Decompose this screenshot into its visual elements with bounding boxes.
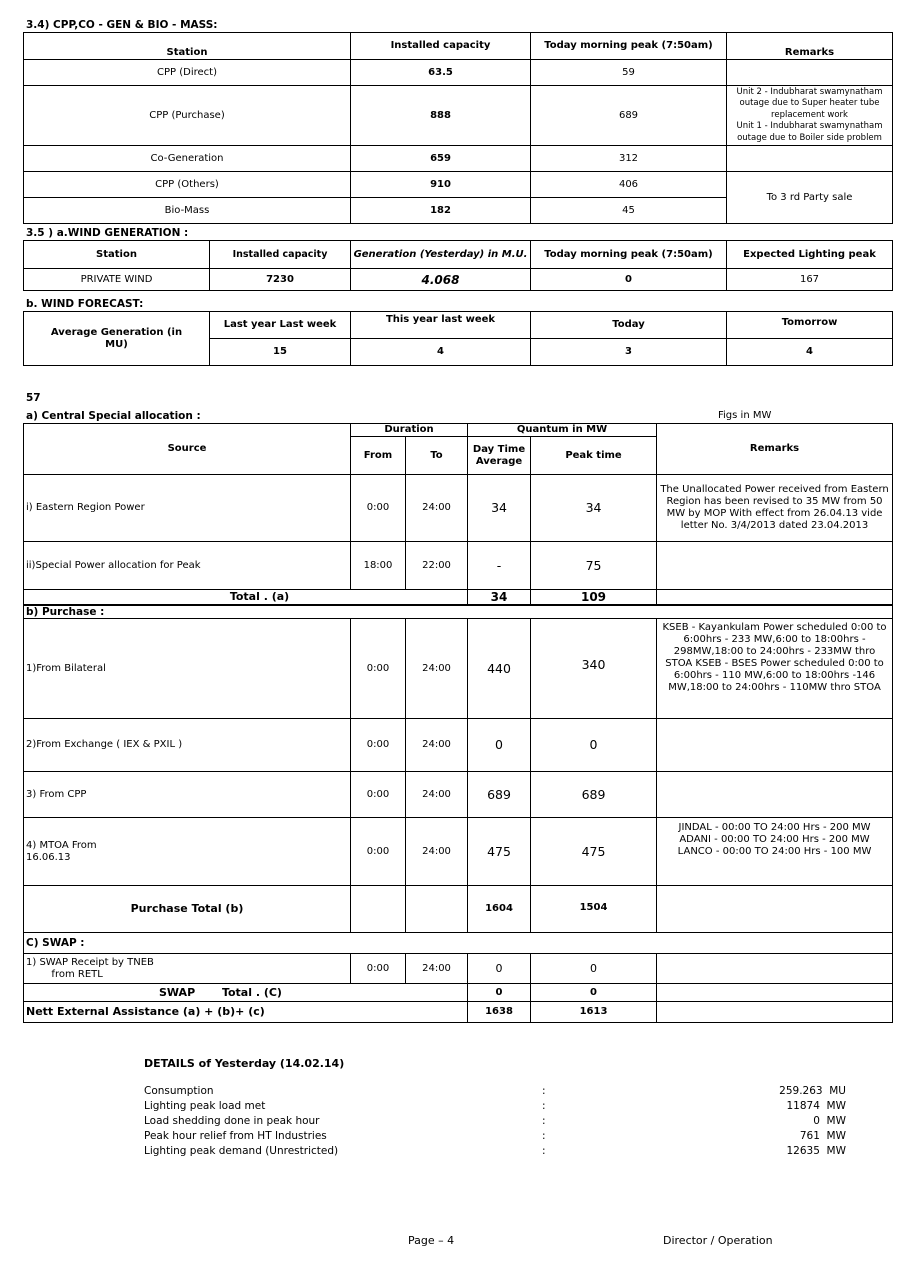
nett-label: Nett External Assistance (a) + (b)+ (c) <box>24 1002 468 1023</box>
allocation-table <box>23 423 893 1023</box>
purchase-section-title: b) Purchase : <box>24 605 893 619</box>
forecast-section-title: b. WIND FORECAST: <box>26 298 144 310</box>
peak-cell: 0 <box>531 719 657 772</box>
source-cell: 1) SWAP Receipt by TNEB from RETL <box>24 954 351 984</box>
to-cell: 24:00 <box>406 619 468 719</box>
peak-cell: 689 <box>531 86 727 146</box>
header-station: Station <box>24 241 210 269</box>
source-cell: 3) From CPP <box>24 772 351 818</box>
list-item <box>144 1100 854 1115</box>
station-cell: CPP (Purchase) <box>24 86 351 146</box>
peak-cell: 689 <box>531 772 657 818</box>
header-station: Station <box>24 33 351 60</box>
remarks-cell: JINDAL - 00:00 TO 24:00 Hrs - 200 MW ADANI - 00:00 TO 24:00 Hrs - 200 MW LANCO - 00:00 TO 24:00 Hrs - 100 MW <box>657 818 893 886</box>
station-cell: CPP (Others) <box>24 172 351 198</box>
header-expected-lighting-peak: Expected Lighting peak <box>727 241 893 269</box>
details-title: DETAILS of Yesterday (14.02.14) <box>144 1057 345 1070</box>
total-peak: 109 <box>531 590 657 605</box>
nett-row <box>24 1002 893 1023</box>
station-cell: PRIVATE WIND <box>24 269 210 291</box>
source-cell: 1)From Bilateral <box>24 619 351 719</box>
header-to: To <box>406 437 468 475</box>
to-cell: 24:00 <box>406 954 468 984</box>
table-row <box>24 172 893 198</box>
source-cell: ii)Special Power allocation for Peak <box>24 542 351 590</box>
list-item <box>144 1085 854 1100</box>
central-section-title: a) Central Special allocation : <box>26 410 201 422</box>
header-morning-peak: Today morning peak (7:50am) <box>531 33 727 60</box>
from-cell: 0:00 <box>351 619 406 719</box>
peak-cell: 59 <box>531 60 727 86</box>
details-block <box>144 1057 854 1160</box>
to-cell: 24:00 <box>406 475 468 542</box>
remarks-cell: KSEB - Kayankulam Power scheduled 0:00 to 6:00hrs - 233 MW,6:00 to 18:00hrs - 298MW,18:00 to 24:00hrs - 233MW thro STOA KSEB - BSES Power scheduled 0:00 to 6:00hrs - 110 MW,6:00 to 18:00hrs -146 MW,18:00 to 24:00hrs - 110MW thro STOA <box>657 619 893 719</box>
remarks-cell <box>727 60 893 86</box>
detail-label: Lighting peak load met <box>144 1100 266 1112</box>
peak-cell: 475 <box>531 818 657 886</box>
peak-cell: 45 <box>531 198 727 224</box>
table-row <box>24 772 893 818</box>
peak-cell: 340 <box>531 619 657 719</box>
header-tomorrow: Tomorrow <box>727 312 893 339</box>
from-cell: 0:00 <box>351 475 406 542</box>
value-cell: 15 <box>210 339 351 366</box>
avg-cell: 0 <box>468 954 531 984</box>
detail-value: 0 MW <box>813 1115 846 1127</box>
detail-label: Lighting peak demand (Unrestricted) <box>144 1145 339 1157</box>
value-cell: 3 <box>531 339 727 366</box>
capacity-cell: 659 <box>351 146 531 172</box>
header-from: From <box>351 437 406 475</box>
avg-cell: 34 <box>468 475 531 542</box>
peak-cell: 0 <box>531 269 727 291</box>
peak-cell: 34 <box>531 475 657 542</box>
capacity-cell: 182 <box>351 198 531 224</box>
section-number: 57 <box>26 392 41 404</box>
remarks-cell <box>657 542 893 590</box>
capacity-cell: 888 <box>351 86 531 146</box>
to-cell: 24:00 <box>406 818 468 886</box>
detail-colon: : <box>542 1085 546 1097</box>
remarks-cell <box>657 772 893 818</box>
capacity-cell: 910 <box>351 172 531 198</box>
peak-cell: 312 <box>531 146 727 172</box>
header-quantum: Quantum in MW <box>468 424 657 437</box>
avg-cell: 475 <box>468 818 531 886</box>
remarks-cell: To 3 rd Party sale <box>727 172 893 224</box>
source-cell: i) Eastern Region Power <box>24 475 351 542</box>
purchase-total-avg: 1604 <box>468 886 531 933</box>
cpp-section-title: 3.4) CPP,CO - GEN & BIO - MASS: <box>26 19 218 31</box>
header-remarks: Remarks <box>727 33 893 60</box>
wind-table <box>23 240 893 291</box>
from-cell: 0:00 <box>351 954 406 984</box>
header-last-year: Last year Last week <box>210 312 351 339</box>
header-today: Today <box>531 312 727 339</box>
figs-note: Figs in MW <box>718 410 772 421</box>
nett-peak: 1613 <box>531 1002 657 1023</box>
detail-colon: : <box>542 1115 546 1127</box>
total-row <box>24 590 893 605</box>
total-label: Total . (a) <box>24 590 468 605</box>
list-item <box>144 1145 854 1160</box>
detail-value: 12635 MW <box>786 1145 846 1157</box>
from-cell: 0:00 <box>351 772 406 818</box>
station-cell: Co-Generation <box>24 146 351 172</box>
header-duration: Duration <box>351 424 468 437</box>
header-generation: Generation (Yesterday) in M.U. <box>351 241 531 269</box>
table-row <box>24 619 893 719</box>
header-installed-capacity: Installed capacity <box>351 33 531 60</box>
table-row <box>24 954 893 984</box>
swap-section-title: C) SWAP : <box>24 933 893 954</box>
value-cell: 4 <box>351 339 531 366</box>
source-cell: 4) MTOA From 16.06.13 <box>24 818 351 886</box>
peak-cell: 0 <box>531 954 657 984</box>
station-cell: Bio-Mass <box>24 198 351 224</box>
avg-cell: 440 <box>468 619 531 719</box>
list-item <box>144 1130 854 1145</box>
detail-colon: : <box>542 1100 546 1112</box>
from-cell: 0:00 <box>351 719 406 772</box>
header-this-year: This year last week <box>351 312 531 339</box>
station-cell: CPP (Direct) <box>24 60 351 86</box>
table-row <box>24 542 893 590</box>
table-row <box>24 719 893 772</box>
header-day-average: Day Time Average <box>468 437 531 475</box>
from-cell: 0:00 <box>351 818 406 886</box>
table-row <box>24 818 893 886</box>
list-item <box>144 1115 854 1130</box>
detail-label: Peak hour relief from HT Industries <box>144 1130 327 1142</box>
detail-colon: : <box>542 1130 546 1142</box>
header-source: Source <box>24 424 351 475</box>
detail-label: Consumption <box>144 1085 214 1097</box>
to-cell: 22:00 <box>406 542 468 590</box>
expected-cell: 167 <box>727 269 893 291</box>
cpp-table <box>23 32 893 224</box>
nett-avg: 1638 <box>468 1002 531 1023</box>
total-row <box>24 984 893 1002</box>
avg-cell: 689 <box>468 772 531 818</box>
remarks-cell: The Unallocated Power received from Eastern Region has been revised to 35 MW from 50 MW by MOP With effect from 26.04.13 vide letter No. 3/4/2013 dated 23.04.2013 <box>657 475 893 542</box>
table-row <box>24 60 893 86</box>
capacity-cell: 63.5 <box>351 60 531 86</box>
swap-total-peak: 0 <box>531 984 657 1002</box>
to-cell: 24:00 <box>406 772 468 818</box>
purchase-total-peak: 1504 <box>531 886 657 933</box>
total-row <box>24 886 893 933</box>
from-cell: 18:00 <box>351 542 406 590</box>
swap-total-label: SWAP Total . (C) <box>24 984 468 1002</box>
avg-cell: 0 <box>468 719 531 772</box>
generation-cell: 4.068 <box>351 269 531 291</box>
table-row <box>24 146 893 172</box>
detail-value: 11874 MW <box>786 1100 846 1112</box>
source-cell: 2)From Exchange ( IEX & PXIL ) <box>24 719 351 772</box>
total-avg: 34 <box>468 590 531 605</box>
remarks-cell <box>657 719 893 772</box>
value-cell: 4 <box>727 339 893 366</box>
to-cell: 24:00 <box>406 719 468 772</box>
capacity-cell: 7230 <box>210 269 351 291</box>
header-remarks: Remarks <box>657 424 893 475</box>
detail-label: Load shedding done in peak hour <box>144 1115 320 1127</box>
avg-cell: - <box>468 542 531 590</box>
purchase-total-label: Purchase Total (b) <box>24 886 351 933</box>
signatory: Director / Operation <box>663 1234 773 1247</box>
header-peak-time: Peak time <box>531 437 657 475</box>
peak-cell: 406 <box>531 172 727 198</box>
forecast-table <box>23 311 893 366</box>
detail-value: 259.263 MU <box>779 1085 846 1097</box>
page-number: Page – 4 <box>408 1234 455 1247</box>
table-row <box>24 475 893 542</box>
remarks-cell <box>727 146 893 172</box>
wind-section-title: 3.5 ) a.WIND GENERATION : <box>26 227 189 239</box>
remarks-cell: Unit 2 - Indubharat swamynatham outage due to Super heater tube replacement work Unit 1 - Indubharat swamynatham outage due to Boiler side problem <box>727 86 893 146</box>
peak-cell: 75 <box>531 542 657 590</box>
swap-total-avg: 0 <box>468 984 531 1002</box>
header-installed-capacity: Installed capacity <box>210 241 351 269</box>
detail-colon: : <box>542 1145 546 1157</box>
detail-value: 761 MW <box>799 1130 846 1142</box>
forecast-label: Average Generation (in MU) <box>24 312 210 366</box>
header-morning-peak: Today morning peak (7:50am) <box>531 241 727 269</box>
table-row <box>24 269 893 291</box>
table-row <box>24 86 893 146</box>
